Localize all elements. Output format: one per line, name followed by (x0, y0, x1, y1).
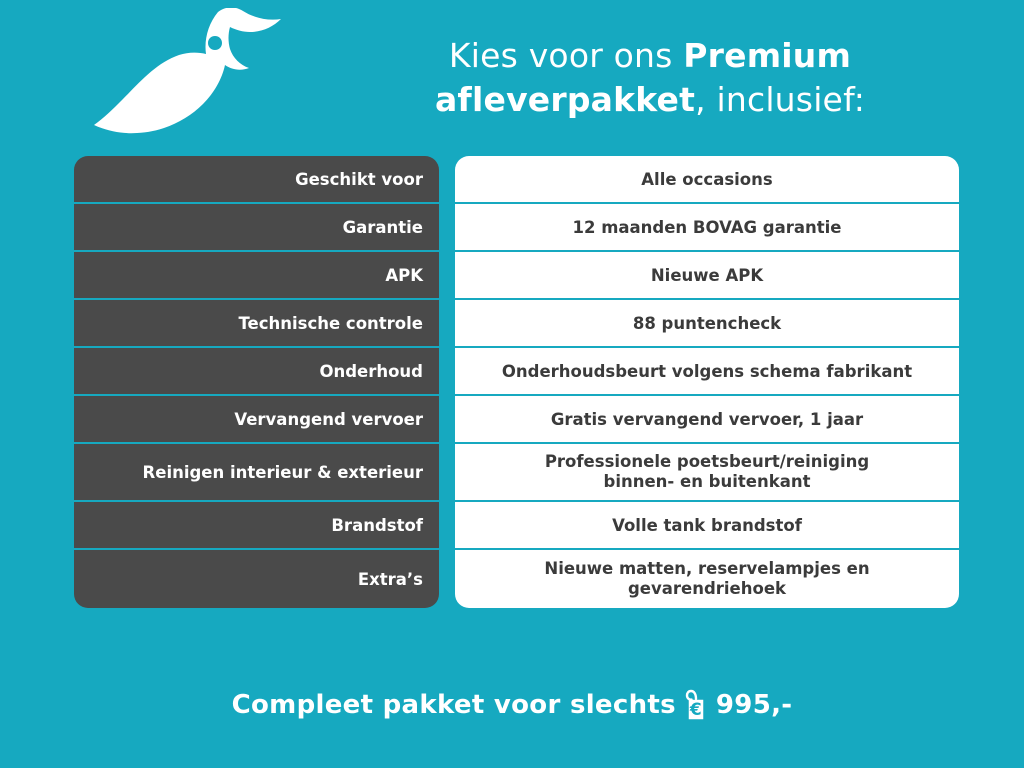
table-row-value: Volle tank brandstof (455, 502, 959, 550)
headline-strong-premium: Premium (683, 36, 852, 75)
table-row-value: Nieuwe APK (455, 252, 959, 300)
headline-suffix: , inclusief: (695, 80, 866, 119)
table-row-label: Extra’s (357, 569, 423, 589)
table-row-label: APK (74, 252, 439, 300)
table-row-label: Geschikt voor (74, 156, 439, 204)
table-row-label: Reinigen interieur & exterieur (74, 444, 439, 502)
table-row-value-line: Nieuwe matten, reservelampjes en (544, 559, 870, 578)
headline-line-1 (330, 34, 970, 78)
headline-line-2 (330, 78, 970, 122)
table-row-value-line: Professionele poetsbeurt/reiniging (544, 452, 870, 471)
table-row-value: Onderhoudsbeurt volgens schema fabrikant (455, 348, 959, 396)
package-table (74, 156, 959, 608)
table-row-value-line: binnen- en buitenkant (603, 472, 811, 491)
table-row-value: Gratis vervangend vervoer, 1 jaar (455, 396, 959, 444)
table-row-value: 12 maanden BOVAG garantie (455, 204, 959, 252)
value-column (455, 156, 959, 608)
table-row-value (455, 444, 959, 502)
table-row-label: Brandstof (74, 502, 439, 550)
table-row-label: Garantie (74, 204, 439, 252)
euro-price-tag-icon (683, 688, 709, 722)
table-row-label: Vervangend vervoer (74, 396, 439, 444)
table-row-value: 88 puntencheck (455, 300, 959, 348)
headline-prefix: Kies voor ons (448, 36, 684, 75)
footer-text: Compleet pakket voor slechts (231, 690, 676, 720)
table-row-label: Onderhoud (74, 348, 439, 396)
label-column (74, 156, 439, 608)
bird-logo-icon (82, 8, 312, 138)
headline-strong-afleverpakket: afleverpakket (434, 80, 696, 119)
footer-price-line (0, 688, 1024, 722)
svg-text:€: € (689, 700, 702, 720)
table-row-value-line: gevarendriehoek (627, 579, 786, 598)
header (0, 0, 1024, 150)
table-row-value: Alle occasions (455, 156, 959, 204)
footer-price: 995,- (715, 690, 793, 720)
table-row-value (455, 550, 959, 608)
table-row-label: Technische controle (74, 300, 439, 348)
page-title (330, 34, 970, 122)
